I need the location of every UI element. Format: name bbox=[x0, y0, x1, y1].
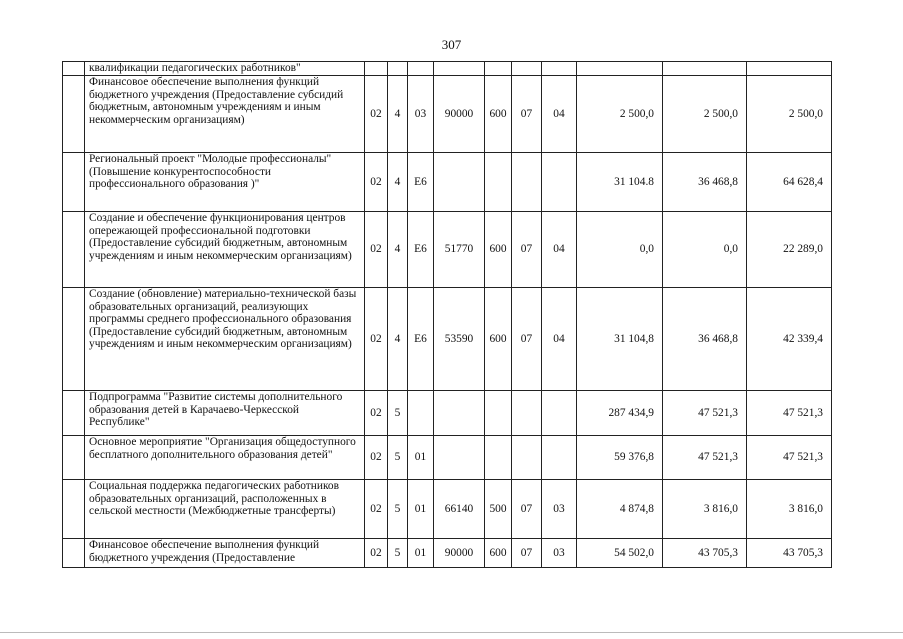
code-cell: Е6 bbox=[408, 288, 434, 391]
code-cell: 07 bbox=[512, 539, 542, 568]
code-cell bbox=[365, 62, 388, 76]
table-row bbox=[63, 153, 832, 212]
code-cell: 600 bbox=[485, 288, 512, 391]
code-cell: 90000 bbox=[434, 76, 485, 153]
item-name-cell: Создание (обновление) материально-технической базы образовательных организаций, реализующих программы среднего профессионального образования (Предоставление субсидий бюджетным, автономным учреждениям и иным некоммерческим организациям) bbox=[85, 288, 365, 391]
amount-cell: 36 468,8 bbox=[663, 153, 747, 212]
code-cell bbox=[434, 62, 485, 76]
code-cell bbox=[485, 62, 512, 76]
code-cell: 02 bbox=[365, 391, 388, 436]
code-cell: 02 bbox=[365, 288, 388, 391]
margin-cell bbox=[63, 391, 85, 436]
margin-cell bbox=[63, 153, 85, 212]
amount-cell: 42 339,4 bbox=[747, 288, 832, 391]
budget-table bbox=[62, 61, 832, 568]
code-cell: 03 bbox=[542, 480, 577, 539]
code-cell: 03 bbox=[408, 76, 434, 153]
item-name-cell: Региональный проект "Молодые профессионалы" (Повышение конкурентоспособности профессионального образования )" bbox=[85, 153, 365, 212]
amount-cell: 43 705,3 bbox=[663, 539, 747, 568]
code-cell: 02 bbox=[365, 212, 388, 288]
amount-cell: 22 289,0 bbox=[747, 212, 832, 288]
code-cell bbox=[542, 153, 577, 212]
amount-cell: 54 502,0 bbox=[577, 539, 663, 568]
code-cell: 5 bbox=[388, 391, 408, 436]
item-name-cell: Основное мероприятие "Организация общедоступного бесплатного дополнительного образования детей" bbox=[85, 436, 365, 480]
code-cell: Е6 bbox=[408, 153, 434, 212]
table-row bbox=[63, 212, 832, 288]
code-cell: 04 bbox=[542, 288, 577, 391]
amount-cell: 59 376,8 bbox=[577, 436, 663, 480]
table-row bbox=[63, 436, 832, 480]
code-cell: 02 bbox=[365, 153, 388, 212]
margin-cell bbox=[63, 62, 85, 76]
code-cell: 5 bbox=[388, 539, 408, 568]
code-cell bbox=[512, 436, 542, 480]
page-number: 307 bbox=[441, 37, 462, 52]
table-row bbox=[63, 288, 832, 391]
amount-cell: 287 434,9 bbox=[577, 391, 663, 436]
code-cell bbox=[485, 391, 512, 436]
code-cell: 04 bbox=[542, 76, 577, 153]
code-cell bbox=[388, 62, 408, 76]
amount-cell: 3 816,0 bbox=[663, 480, 747, 539]
code-cell bbox=[434, 153, 485, 212]
code-cell bbox=[542, 391, 577, 436]
code-cell bbox=[542, 62, 577, 76]
code-cell: Е6 bbox=[408, 212, 434, 288]
code-cell: 4 bbox=[388, 76, 408, 153]
amount-cell: 0,0 bbox=[663, 212, 747, 288]
code-cell: 4 bbox=[388, 288, 408, 391]
item-name-cell: квалификации педагогических работников" bbox=[85, 62, 365, 76]
amount-cell: 36 468,8 bbox=[663, 288, 747, 391]
amount-cell: 0,0 bbox=[577, 212, 663, 288]
code-cell bbox=[434, 436, 485, 480]
margin-cell bbox=[63, 539, 85, 568]
code-cell: 04 bbox=[542, 212, 577, 288]
margin-cell bbox=[63, 76, 85, 153]
code-cell: 5 bbox=[388, 436, 408, 480]
margin-cell bbox=[63, 480, 85, 539]
code-cell: 500 bbox=[485, 480, 512, 539]
table-row bbox=[63, 480, 832, 539]
amount-cell bbox=[577, 62, 663, 76]
table-row bbox=[63, 76, 832, 153]
amount-cell: 47 521,3 bbox=[663, 436, 747, 480]
code-cell bbox=[408, 391, 434, 436]
amount-cell bbox=[747, 62, 832, 76]
code-cell: 90000 bbox=[434, 539, 485, 568]
item-name-cell: Финансовое обеспечение выполнения функций бюджетного учреждения (Предоставление bbox=[85, 539, 365, 568]
code-cell: 02 bbox=[365, 539, 388, 568]
amount-cell: 47 521,3 bbox=[747, 436, 832, 480]
code-cell: 03 bbox=[542, 539, 577, 568]
code-cell: 4 bbox=[388, 212, 408, 288]
table-row bbox=[63, 62, 832, 76]
amount-cell: 4 874,8 bbox=[577, 480, 663, 539]
amount-cell: 2 500,0 bbox=[577, 76, 663, 153]
amount-cell: 2 500,0 bbox=[747, 76, 832, 153]
code-cell bbox=[434, 391, 485, 436]
amount-cell: 43 705,3 bbox=[747, 539, 832, 568]
code-cell bbox=[512, 62, 542, 76]
code-cell: 01 bbox=[408, 539, 434, 568]
item-name-cell: Создание и обеспечение функционирования центров опережающей профессиональной подготовки (Предоставление субсидий бюджетным, автономным учреждениям и иным некоммерческим организациям) bbox=[85, 212, 365, 288]
amount-cell: 64 628,4 bbox=[747, 153, 832, 212]
scan-edge-line bbox=[0, 632, 903, 633]
code-cell bbox=[542, 436, 577, 480]
table-row bbox=[63, 391, 832, 436]
code-cell: 600 bbox=[485, 539, 512, 568]
code-cell: 53590 bbox=[434, 288, 485, 391]
amount-cell: 31 104.8 bbox=[577, 153, 663, 212]
code-cell bbox=[512, 153, 542, 212]
margin-cell bbox=[63, 212, 85, 288]
amount-cell: 31 104,8 bbox=[577, 288, 663, 391]
amount-cell: 3 816,0 bbox=[747, 480, 832, 539]
code-cell: 01 bbox=[408, 436, 434, 480]
code-cell: 07 bbox=[512, 288, 542, 391]
code-cell bbox=[512, 391, 542, 436]
code-cell bbox=[485, 153, 512, 212]
code-cell: 600 bbox=[485, 76, 512, 153]
code-cell: 5 bbox=[388, 480, 408, 539]
amount-cell: 47 521,3 bbox=[747, 391, 832, 436]
item-name-cell: Подпрограмма "Развитие системы дополнительного образования детей в Карачаево-Черкесской Республике" bbox=[85, 391, 365, 436]
item-name-cell: Финансовое обеспечение выполнения функций бюджетного учреждения (Предоставление субсидий бюджетным, автономным учреждениям и иным некоммерческим организациям) bbox=[85, 76, 365, 153]
code-cell: 07 bbox=[512, 480, 542, 539]
code-cell: 02 bbox=[365, 76, 388, 153]
margin-cell bbox=[63, 436, 85, 480]
code-cell: 51770 bbox=[434, 212, 485, 288]
amount-cell: 2 500,0 bbox=[663, 76, 747, 153]
code-cell: 02 bbox=[365, 436, 388, 480]
table-row bbox=[63, 539, 832, 568]
code-cell: 4 bbox=[388, 153, 408, 212]
code-cell: 01 bbox=[408, 480, 434, 539]
code-cell: 66140 bbox=[434, 480, 485, 539]
code-cell bbox=[485, 436, 512, 480]
amount-cell bbox=[663, 62, 747, 76]
code-cell: 02 bbox=[365, 480, 388, 539]
code-cell bbox=[408, 62, 434, 76]
code-cell: 07 bbox=[512, 212, 542, 288]
amount-cell: 47 521,3 bbox=[663, 391, 747, 436]
code-cell: 07 bbox=[512, 76, 542, 153]
code-cell: 600 bbox=[485, 212, 512, 288]
margin-cell bbox=[63, 288, 85, 391]
item-name-cell: Социальная поддержка педагогических работников образовательных организаций, расположенных в сельской местности (Межбюджетные трансферты) bbox=[85, 480, 365, 539]
